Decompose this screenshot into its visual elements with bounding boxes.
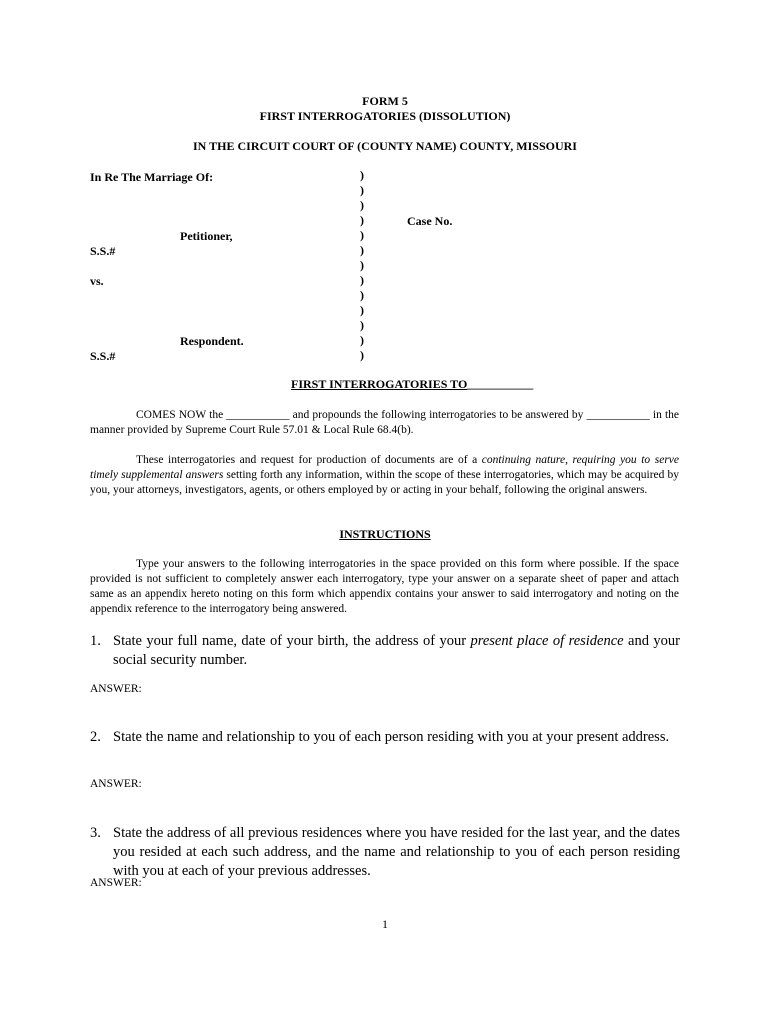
interrogatory-3 [90,824,680,881]
petitioner-label: Petitioner, [180,229,233,243]
section-title-blank: ___________ [467,377,534,391]
answer-label: ANSWER: [90,877,142,889]
question-text: State the address of all previous residences where you have resided for the last year, and the dates you resided at each such address, and the name and relationship to you of each person residing with you at each of your previous addresses. [113,825,680,879]
respondent-label: Respondent. [180,334,244,348]
continuing-text-2: setting forth any information, within the scope of these interrogatories, which may be acquired by you, your attorneys, investigators, agents, or others employed by or acting in your behalf, following the original answers. [90,469,679,496]
caption-paren: ) [360,213,364,227]
question-text: State your full name, date of your birth, the address of your present place of residence and your social security number. [113,633,680,668]
question-text: State the name and relationship to you of each person residing with you at your present address. [113,729,670,745]
form-title: FIRST INTERROGATORIES (DISSOLUTION) [259,109,511,123]
caption-paren: ) [360,333,364,347]
interrogatory-2 [90,728,680,747]
answer-label: ANSWER: [90,683,142,695]
instructions-paragraph [90,557,679,617]
in-re-label: In Re The Marriage Of: [90,170,214,184]
case-number-label: Case No. [407,214,453,228]
comes-now-paragraph [90,408,679,438]
caption-paren: ) [360,258,364,272]
caption-paren: ) [360,348,364,362]
court-heading: IN THE CIRCUIT COURT OF (COUNTY NAME) COUNTY, MISSOURI [193,139,577,153]
question-number: 1. [90,633,101,649]
caption-paren: ) [360,303,364,317]
question-number: 2. [90,729,101,745]
continuing-text-1: These interrogatories and request for production of documents are of a [136,454,482,466]
interrogatory-1 [90,632,680,670]
instructions-text: Type your answers to the following interrogatories in the space provided on this form where possible. If the space provided is not sufficient to completely answer each interrogatory, type your answer on a separate sheet of paper and attach same as an appendix hereto noting on this form which appendix contains your answer to said interrogatory and noting on the appendix reference to the interrogatory being answered. [90,558,679,615]
vs-label: vs. [90,274,104,288]
caption-paren: ) [360,228,364,242]
caption-paren: ) [360,318,364,332]
caption-paren: ) [360,168,364,182]
page-number: 1 [382,917,388,931]
caption-paren: ) [360,273,364,287]
caption-paren: ) [360,243,364,257]
respondent-ss-label: S.S.# [90,349,116,363]
form-number: FORM 5 [362,94,408,108]
petitioner-ss-label: S.S.# [90,244,116,258]
caption-paren: ) [360,288,364,302]
answer-label: ANSWER: [90,778,142,790]
question-number: 3. [90,825,101,841]
caption-paren: ) [360,183,364,197]
continuing-nature-paragraph [90,453,679,498]
caption-paren: ) [360,198,364,212]
instructions-heading: INSTRUCTIONS [339,527,431,541]
continuing-text-italic: continuing nature, requiring you to serve timely supplemental answers [90,454,679,481]
section-title: FIRST INTERROGATORIES TO___________ [291,377,534,391]
comes-now-text: COMES NOW the ___________ and propounds the following interrogatories to be answered by ___________ in the manner provided by Supreme Court Rule 57.01 & Local Rule 68.4(b). [90,409,679,436]
